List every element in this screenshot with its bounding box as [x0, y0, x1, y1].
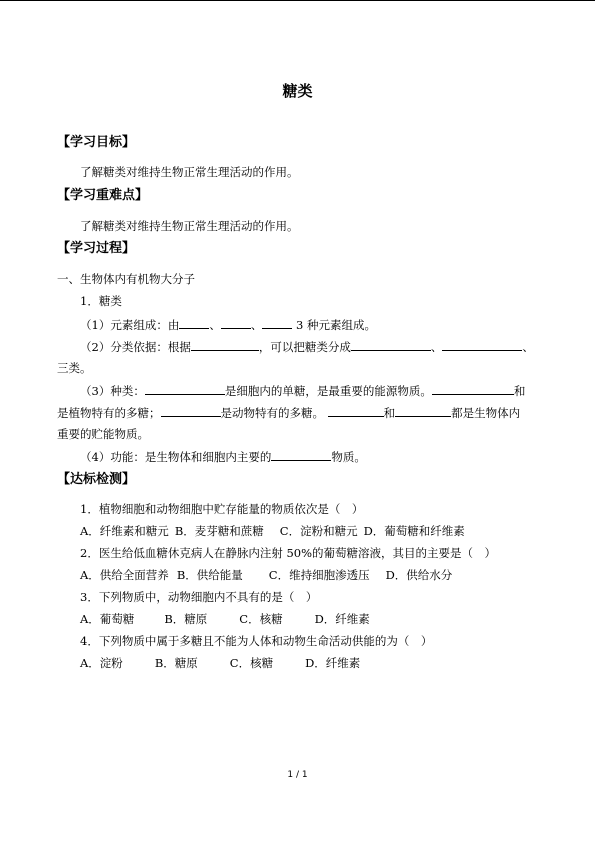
composition-line	[80, 317, 376, 332]
types-line-2	[57, 405, 520, 420]
page-number: 1 / 1	[287, 770, 308, 780]
fill-blank[interactable]	[145, 383, 225, 395]
separator: 、	[522, 340, 534, 354]
fill-blank[interactable]	[432, 383, 514, 395]
fill-blank[interactable]	[328, 405, 384, 417]
fill-blank[interactable]	[161, 405, 221, 417]
types-line-1	[80, 383, 525, 398]
option[interactable]: D．葡萄糖和纤维素	[363, 524, 465, 538]
process-heading: 【学习过程】	[57, 241, 136, 256]
separator: 、	[250, 318, 263, 332]
option[interactable]: C．淀粉和糖元	[279, 524, 358, 538]
option[interactable]: A．葡萄糖	[80, 612, 135, 626]
test-heading: 【达标检测】	[57, 472, 136, 487]
fill-blank[interactable]	[191, 339, 259, 351]
goal-text: 了解糖类对维持生物正常生理活动的作用。	[80, 165, 299, 179]
fill-blank[interactable]	[179, 317, 209, 329]
types-and: 和	[383, 406, 396, 420]
fill-blank[interactable]	[442, 339, 522, 351]
classification-line	[80, 339, 534, 354]
types-text: 是细胞内的单糖，是最重要的能源物质。	[224, 384, 432, 398]
option[interactable]: B．供给能量	[176, 568, 243, 582]
classification-tail: 三类。	[57, 361, 92, 375]
fill-blank[interactable]	[395, 405, 451, 417]
option[interactable]: C．核糖	[239, 612, 283, 626]
function-label: （4）功能：是生物体和细胞内主要的	[80, 450, 272, 464]
function-line	[80, 449, 366, 464]
question-3: 3．下列物质中，动物细胞内不具有的是（ ）	[80, 590, 318, 604]
goal-heading: 【学习目标】	[57, 135, 136, 150]
option[interactable]: B．糖原	[154, 656, 198, 670]
options-1	[80, 524, 483, 538]
key-heading: 【学习重难点】	[57, 188, 149, 203]
types-line-3: 重要的贮能物质。	[57, 427, 149, 441]
option[interactable]: A．纤维素和糖元	[80, 524, 169, 538]
options-2	[80, 568, 470, 582]
separator: 、	[430, 340, 443, 354]
fill-blank[interactable]	[221, 317, 251, 329]
fill-blank[interactable]	[351, 339, 431, 351]
fill-blank[interactable]	[271, 449, 331, 461]
types-label: （3）种类：	[80, 384, 145, 398]
question-2: 2．医生给低血糖休克病人在静脉内注射 50%的葡萄糖溶液，其目的主要是（ ）	[80, 546, 497, 560]
option[interactable]: A．淀粉	[80, 656, 123, 670]
types-text: 是植物特有的多糖；	[57, 406, 161, 420]
classification-mid: ，可以把糖类分成	[258, 340, 351, 354]
option[interactable]: D．纤维素	[314, 612, 370, 626]
process-sub-1: 1．糖类	[80, 294, 122, 308]
function-tail: 物质。	[331, 450, 366, 464]
option[interactable]: D．纤维素	[305, 656, 361, 670]
process-item-1: 一、生物体内有机物大分子	[57, 272, 195, 286]
separator: 、	[209, 318, 221, 332]
option[interactable]: B．麦芽糖和蔗糖	[174, 524, 264, 538]
key-text: 了解糖类对维持生物正常生理活动的作用。	[80, 219, 299, 233]
option[interactable]: A．供给全面营养	[80, 568, 169, 582]
option[interactable]: C．核糖	[229, 656, 274, 670]
options-3	[80, 612, 388, 626]
composition-label: （1）元素组成：由	[80, 318, 180, 332]
question-4: 4．下列物质中属于多糖且不能为人体和动物生命活动供能的为（ ）	[80, 634, 433, 648]
page-title: 糖类	[282, 82, 313, 100]
header-rule	[0, 0, 595, 1]
types-text: 是动物特有的多糖。	[220, 406, 324, 420]
options-4	[80, 656, 378, 670]
question-1: 1．植物细胞和动物细胞中贮存能量的物质依次是（ ）	[80, 502, 364, 516]
types-text: 都是生物体内	[451, 406, 521, 420]
composition-tail: 3 种元素组成。	[295, 318, 376, 332]
option[interactable]: D．供给水分	[385, 568, 453, 582]
fill-blank[interactable]	[262, 317, 292, 329]
option[interactable]: B．糖原	[164, 612, 208, 626]
classification-label: （2）分类依据：根据	[80, 340, 191, 354]
option[interactable]: C．维持细胞渗透压	[268, 568, 370, 582]
types-and: 和	[513, 384, 526, 398]
